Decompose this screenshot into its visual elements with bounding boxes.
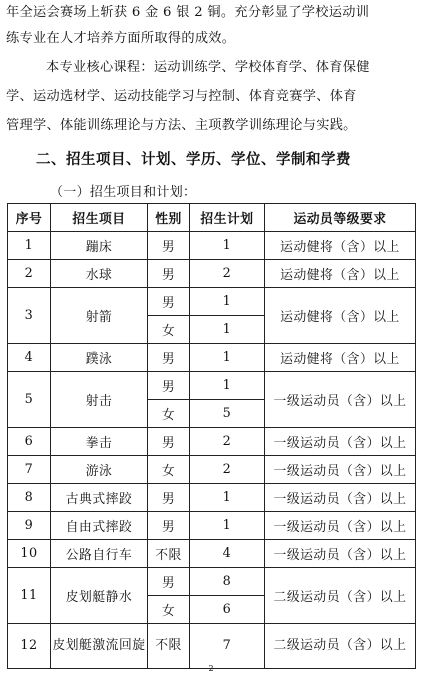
row-plan: 1 (190, 344, 265, 372)
row-requirement: 一级运动员（含）以上 (265, 540, 416, 568)
row-requirement: 一级运动员（含）以上 (265, 428, 416, 456)
row-requirement: 一级运动员（含）以上 (265, 372, 416, 428)
row-gender: 女 (148, 400, 190, 428)
row-gender: 男 (148, 260, 190, 288)
row-item: 古典式摔跤 (51, 484, 148, 512)
row-plan: 2 (190, 456, 265, 484)
table-row (8, 428, 416, 456)
row-plan: 2 (190, 428, 265, 456)
row-item: 射箭 (51, 288, 148, 344)
row-number: 10 (8, 540, 51, 568)
table-row (8, 260, 416, 288)
header-plan: 招生计划 (190, 204, 265, 232)
row-plan: 1 (190, 512, 265, 540)
row-requirement: 二级运动员（含）以上 (265, 568, 416, 624)
row-gender: 女 (148, 596, 190, 624)
intro-line-5: 管理学、体能训练理论与方法、主项教学训练理论与实践。 (6, 118, 357, 133)
row-requirement: 运动健将（含）以上 (265, 288, 416, 344)
row-gender: 女 (148, 316, 190, 344)
sub-heading: （一）招生项目和计划： (50, 185, 197, 200)
table-row (8, 624, 416, 669)
row-number: 11 (8, 568, 51, 624)
row-plan: 5 (190, 400, 265, 428)
section-heading: 二、招生项目、计划、学历、学位、学制和学费 (36, 152, 351, 168)
table-row (8, 540, 416, 568)
row-plan: 6 (190, 596, 265, 624)
row-gender: 男 (148, 232, 190, 260)
row-number: 1 (8, 232, 51, 260)
row-gender: 男 (148, 512, 190, 540)
intro-line-4: 学、运动选材学、运动技能学习与控制、体育竞赛学、体育 (6, 89, 357, 104)
table-row (8, 568, 416, 596)
row-gender: 男 (148, 344, 190, 372)
row-number: 2 (8, 260, 51, 288)
row-gender: 不限 (148, 624, 190, 669)
row-gender: 男 (148, 484, 190, 512)
row-plan: 2 (190, 260, 265, 288)
row-plan: 4 (190, 540, 265, 568)
table-row (8, 232, 416, 260)
table-row (8, 456, 416, 484)
intro-line-1: 年全运会赛场上斩获 6 金 6 银 2 铜。充分彰显了学校运动训 (6, 5, 370, 20)
row-requirement: 运动健将（含）以上 (265, 344, 416, 372)
table-row (8, 344, 416, 372)
row-number: 12 (8, 624, 51, 669)
table-row (8, 288, 416, 316)
table-row (8, 372, 416, 400)
row-plan: 1 (190, 232, 265, 260)
row-item: 皮划艇激流回旋 (51, 624, 148, 669)
row-requirement: 一级运动员（含）以上 (265, 512, 416, 540)
row-requirement: 一级运动员（含）以上 (265, 484, 416, 512)
row-requirement: 二级运动员（含）以上 (265, 624, 416, 669)
row-item: 皮划艇静水 (51, 568, 148, 624)
row-plan: 8 (190, 568, 265, 596)
row-gender: 男 (148, 428, 190, 456)
header-gender: 性别 (148, 204, 190, 232)
table-row (8, 512, 416, 540)
intro-line-2: 练专业在人才培养方面所取得的成效。 (6, 31, 236, 46)
row-number: 8 (8, 484, 51, 512)
row-gender: 男 (148, 288, 190, 316)
table-row (8, 484, 416, 512)
row-gender: 不限 (148, 540, 190, 568)
row-gender: 女 (148, 456, 190, 484)
row-number: 6 (8, 428, 51, 456)
row-requirement: 运动健将（含）以上 (265, 260, 416, 288)
header-item: 招生项目 (51, 204, 148, 232)
row-item: 公路自行车 (51, 540, 148, 568)
enrollment-table (7, 203, 416, 669)
intro-line-3: 本专业核心课程：运动训练学、学校体育学、体育保健 (46, 60, 370, 75)
row-item: 蹼泳 (51, 344, 148, 372)
row-plan: 7 (190, 624, 265, 669)
row-plan: 1 (190, 372, 265, 400)
header-no: 序号 (8, 204, 51, 232)
row-requirement: 一级运动员（含）以上 (265, 456, 416, 484)
row-item: 水球 (51, 260, 148, 288)
row-number: 3 (8, 288, 51, 344)
row-requirement: 运动健将（含）以上 (265, 232, 416, 260)
row-number: 5 (8, 372, 51, 428)
header-requirement: 运动员等级要求 (265, 204, 416, 232)
row-item: 自由式摔跤 (51, 512, 148, 540)
page-number: 2 (208, 664, 214, 673)
row-item: 拳击 (51, 428, 148, 456)
row-gender: 男 (148, 372, 190, 400)
row-number: 7 (8, 456, 51, 484)
row-number: 9 (8, 512, 51, 540)
table-header-row (8, 204, 416, 232)
row-number: 4 (8, 344, 51, 372)
table-body (8, 232, 416, 669)
row-item: 射击 (51, 372, 148, 428)
row-gender: 男 (148, 568, 190, 596)
row-plan: 1 (190, 288, 265, 316)
row-item: 蹦床 (51, 232, 148, 260)
row-item: 游泳 (51, 456, 148, 484)
row-plan: 1 (190, 484, 265, 512)
row-plan: 1 (190, 316, 265, 344)
